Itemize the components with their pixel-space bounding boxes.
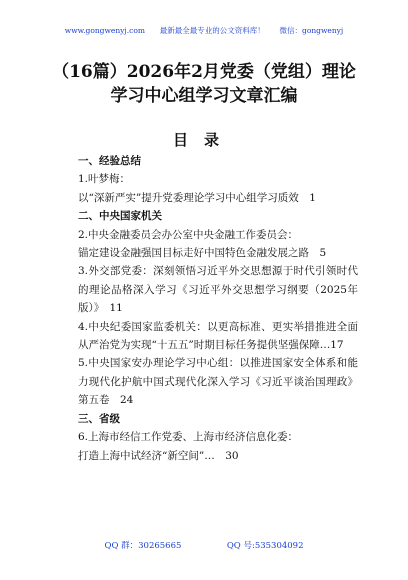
toc-section-1: 一、经验总结 <box>78 155 141 167</box>
title-line-1: （16篇）2026年2月党委（党组）理论 <box>52 62 356 82</box>
header-wechat: 微信：gongwenyj <box>279 26 344 35</box>
table-of-contents <box>78 152 358 465</box>
toc-entry-6-title[interactable]: 打造上海中试经济“新空间”… 30 <box>78 449 239 462</box>
header-slogan: 最新最全最专业的公文资料库！ <box>159 26 265 35</box>
document-title <box>0 60 408 108</box>
toc-entry-1-author[interactable]: 1.叶梦梅： <box>78 173 131 186</box>
footer-qq-number: QQ 号:535304092 <box>226 541 304 551</box>
toc-entry-1-title[interactable]: 以“深新严实”提升党委理论学习中心组学习质效 1 <box>78 191 316 204</box>
toc-entry-6-author[interactable]: 6.上海市经信工作党委、上海市经济信息化委： <box>78 431 299 444</box>
toc-section-3: 三、省级 <box>78 412 120 425</box>
toc-heading: 目录 <box>172 131 235 149</box>
toc-entry-2-author[interactable]: 2.中央金融委员会办公室中央金融工作委员会： <box>78 228 299 241</box>
site-url[interactable]: www.gongwenyj.com <box>64 26 145 35</box>
page-footer <box>0 540 408 552</box>
toc-entry-3[interactable]: 3.外交部党委：深刻领悟习近平外交思想源于时代引领时代的理论品格深入学习《习近平外交思想学习纲要（2025年版）》 11 <box>78 265 358 315</box>
toc-entry-4[interactable]: 4.中央纪委国家监委机关：以更高标准、更实举措推进全面从严治党为实现“十五五”时期目标任务提供坚强保障…17 <box>78 320 358 352</box>
toc-section-2: 二、中央国家机关 <box>78 210 162 223</box>
toc-entry-2-title[interactable]: 锚定建设金融强国目标走好中国特色金融发展之路 5 <box>78 247 327 260</box>
title-line-2: 学习中心组学习文章汇编 <box>110 86 298 106</box>
toc-entry-5[interactable]: 5.中央国家安办理论学习中心组：以推进国家安全体系和能力现代化护航中国式现代化深入学习《习近平谈治国理政》第五卷 24 <box>78 357 358 407</box>
footer-qq-group: QQ 群：30265665 <box>104 541 182 551</box>
page-header <box>0 26 408 36</box>
